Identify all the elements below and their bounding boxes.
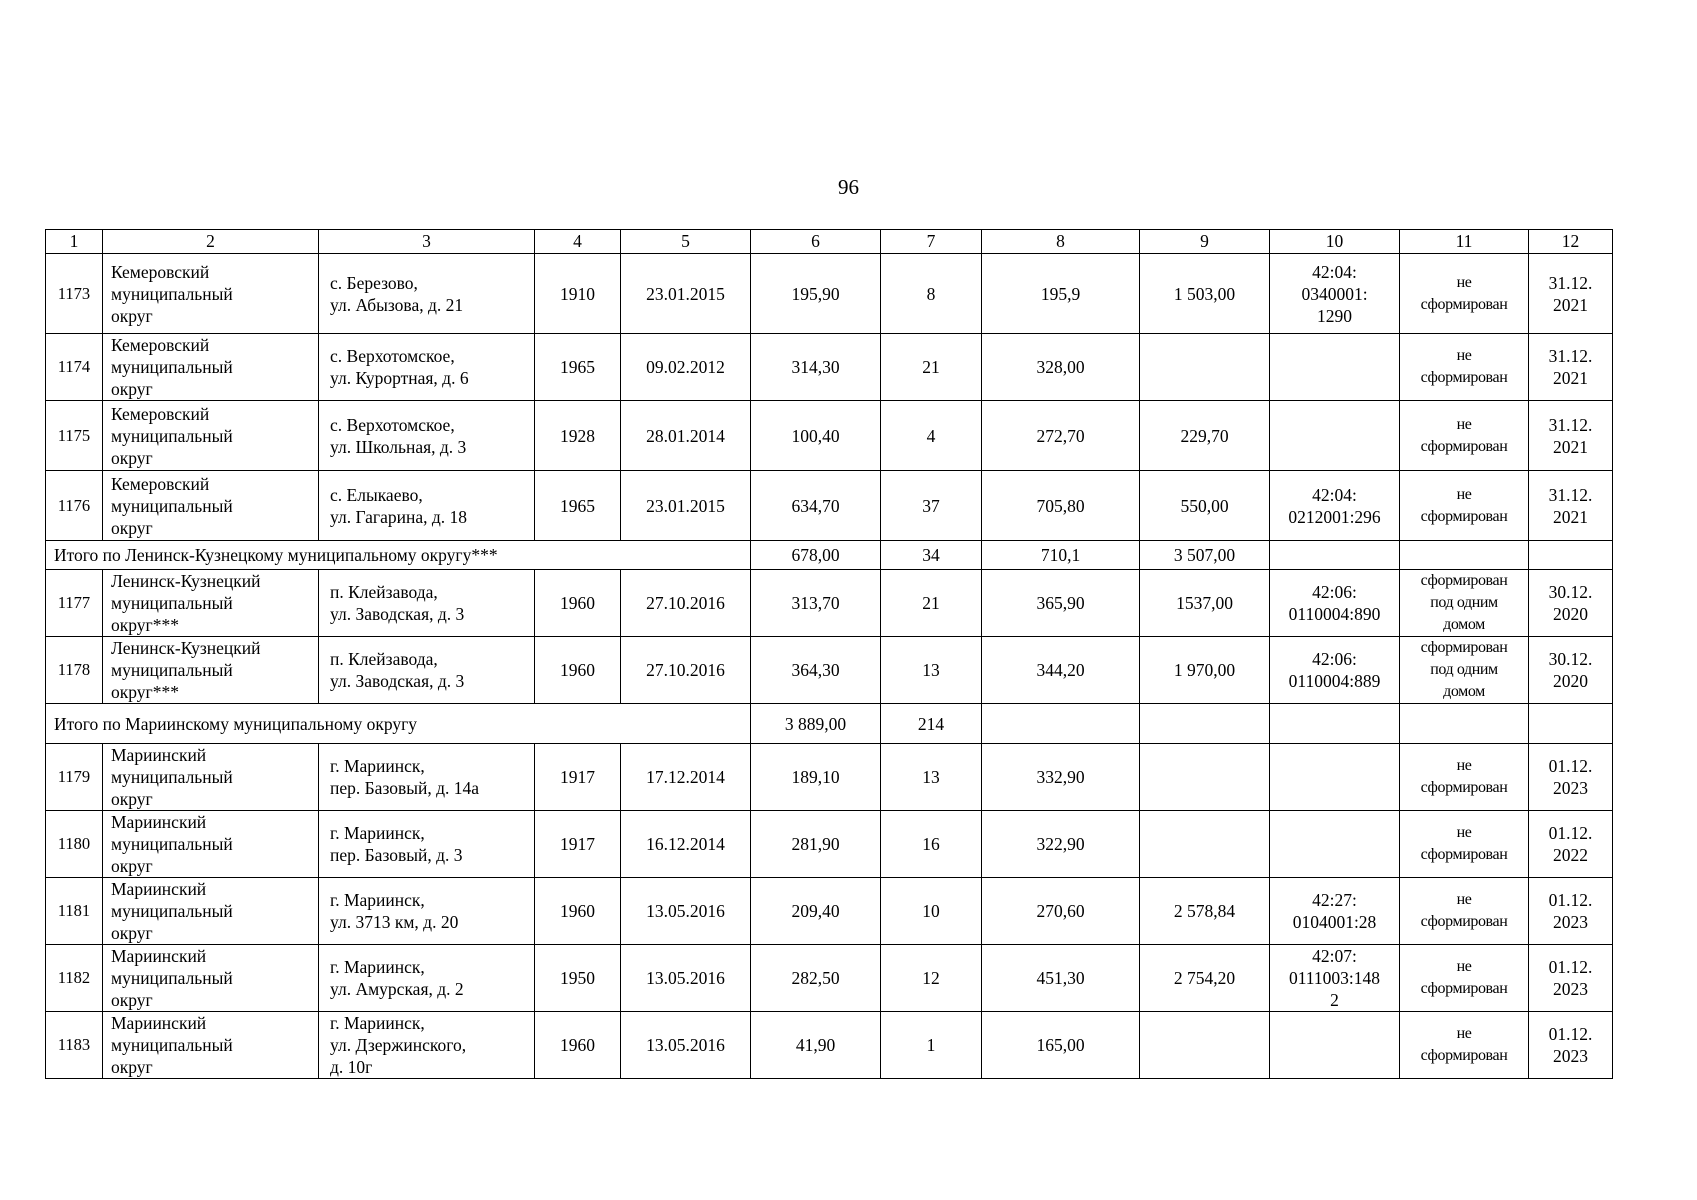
- total-area-cell: 272,70: [982, 401, 1140, 471]
- cadastral-number-cell: [1270, 1012, 1400, 1079]
- land-area-cell: 1537,00: [1140, 570, 1270, 637]
- total-area-cell: 705,80: [982, 471, 1140, 541]
- summary-label: Итого по Ленинск-Кузнецкому муниципальному округу***: [46, 541, 751, 570]
- row-number-cell: 1179: [46, 744, 103, 811]
- empty-cell: [1270, 541, 1400, 570]
- land-status-cell: не сформирован: [1400, 945, 1529, 1012]
- residents-cell: 37: [881, 471, 982, 541]
- date-cell: 23.01.2015: [621, 471, 751, 541]
- year-cell: 1950: [535, 945, 621, 1012]
- area-cell: 209,40: [751, 878, 881, 945]
- land-area-cell: 2 754,20: [1140, 945, 1270, 1012]
- residents-cell: 13: [881, 637, 982, 704]
- date-cell: 16.12.2014: [621, 811, 751, 878]
- land-status-cell: не сформирован: [1400, 254, 1529, 334]
- residents-cell: 12: [881, 945, 982, 1012]
- deadline-cell: 01.12. 2023: [1529, 1012, 1613, 1079]
- column-number-header: 9: [1140, 230, 1270, 254]
- column-number-header: 12: [1529, 230, 1613, 254]
- residents-cell: 1: [881, 1012, 982, 1079]
- column-number-header: 11: [1400, 230, 1529, 254]
- column-number-header: 2: [103, 230, 319, 254]
- land-area-cell: [1140, 1012, 1270, 1079]
- housing-registry-table: [45, 229, 1613, 1079]
- land-area-cell: 1 970,00: [1140, 637, 1270, 704]
- residents-cell: 4: [881, 401, 982, 471]
- address-cell: п. Клейзавода, ул. Заводская, д. 3: [319, 637, 535, 704]
- row-number-cell: 1178: [46, 637, 103, 704]
- table-row: [46, 1012, 1613, 1079]
- area-cell: 314,30: [751, 334, 881, 401]
- total-area-cell: 195,9: [982, 254, 1140, 334]
- date-cell: 27.10.2016: [621, 570, 751, 637]
- table-row: [46, 744, 1613, 811]
- area-cell: 195,90: [751, 254, 881, 334]
- year-cell: 1910: [535, 254, 621, 334]
- land-status-cell: сформирован под одним домом: [1400, 570, 1529, 637]
- empty-cell: [1270, 704, 1400, 744]
- residents-cell: 16: [881, 811, 982, 878]
- address-cell: п. Клейзавода, ул. Заводская, д. 3: [319, 570, 535, 637]
- table-row: [46, 401, 1613, 471]
- area-cell: 189,10: [751, 744, 881, 811]
- deadline-cell: 01.12. 2023: [1529, 878, 1613, 945]
- address-cell: с. Березово, ул. Абызова, д. 21: [319, 254, 535, 334]
- summary-area-cell: 678,00: [751, 541, 881, 570]
- area-cell: 634,70: [751, 471, 881, 541]
- address-cell: г. Мариинск, пер. Базовый, д. 3: [319, 811, 535, 878]
- residents-cell: 13: [881, 744, 982, 811]
- row-number-cell: 1183: [46, 1012, 103, 1079]
- address-cell: с. Верхотомское, ул. Школьная, д. 3: [319, 401, 535, 471]
- cadastral-number-cell: 42:06: 0110004:889: [1270, 637, 1400, 704]
- year-cell: 1960: [535, 1012, 621, 1079]
- year-cell: 1917: [535, 744, 621, 811]
- summary-land-area-cell: [1140, 704, 1270, 744]
- deadline-cell: 30.12. 2020: [1529, 570, 1613, 637]
- date-cell: 09.02.2012: [621, 334, 751, 401]
- row-number-cell: 1175: [46, 401, 103, 471]
- deadline-cell: 31.12. 2021: [1529, 254, 1613, 334]
- area-cell: 282,50: [751, 945, 881, 1012]
- table-row: [46, 570, 1613, 637]
- row-number-cell: 1181: [46, 878, 103, 945]
- page-number: 96: [838, 175, 859, 199]
- year-cell: 1960: [535, 878, 621, 945]
- residents-cell: 8: [881, 254, 982, 334]
- date-cell: 28.01.2014: [621, 401, 751, 471]
- summary-row: [46, 704, 1613, 744]
- total-area-cell: 328,00: [982, 334, 1140, 401]
- empty-cell: [1529, 541, 1613, 570]
- column-number-header: 4: [535, 230, 621, 254]
- deadline-cell: 01.12. 2023: [1529, 744, 1613, 811]
- residents-cell: 21: [881, 570, 982, 637]
- deadline-cell: 30.12. 2020: [1529, 637, 1613, 704]
- date-cell: 23.01.2015: [621, 254, 751, 334]
- summary-land-area-cell: 3 507,00: [1140, 541, 1270, 570]
- summary-total-area-cell: [982, 704, 1140, 744]
- total-area-cell: 322,90: [982, 811, 1140, 878]
- date-cell: 13.05.2016: [621, 1012, 751, 1079]
- municipality-cell: Кемеровский муниципальный округ: [103, 471, 319, 541]
- total-area-cell: 344,20: [982, 637, 1140, 704]
- total-area-cell: 451,30: [982, 945, 1140, 1012]
- table-row: [46, 811, 1613, 878]
- year-cell: 1917: [535, 811, 621, 878]
- total-area-cell: 165,00: [982, 1012, 1140, 1079]
- empty-cell: [1400, 541, 1529, 570]
- summary-total-area-cell: 710,1: [982, 541, 1140, 570]
- summary-residents-cell: 34: [881, 541, 982, 570]
- table-row: [46, 878, 1613, 945]
- municipality-cell: Кемеровский муниципальный округ: [103, 401, 319, 471]
- address-cell: г. Мариинск, ул. Дзержинского, д. 10г: [319, 1012, 535, 1079]
- land-area-cell: 550,00: [1140, 471, 1270, 541]
- table-row: [46, 254, 1613, 334]
- area-cell: 41,90: [751, 1012, 881, 1079]
- municipality-cell: Мариинский муниципальный округ: [103, 945, 319, 1012]
- column-number-header: 7: [881, 230, 982, 254]
- year-cell: 1928: [535, 401, 621, 471]
- date-cell: 13.05.2016: [621, 878, 751, 945]
- address-cell: г. Мариинск, ул. Амурская, д. 2: [319, 945, 535, 1012]
- year-cell: 1965: [535, 471, 621, 541]
- cadastral-number-cell: [1270, 401, 1400, 471]
- table-row: [46, 637, 1613, 704]
- land-status-cell: не сформирован: [1400, 471, 1529, 541]
- municipality-cell: Кемеровский муниципальный округ: [103, 254, 319, 334]
- land-area-cell: 229,70: [1140, 401, 1270, 471]
- column-number-header: 6: [751, 230, 881, 254]
- cadastral-number-cell: 42:27: 0104001:28: [1270, 878, 1400, 945]
- cadastral-number-cell: 42:04: 0340001: 1290: [1270, 254, 1400, 334]
- municipality-cell: Мариинский муниципальный округ: [103, 1012, 319, 1079]
- column-number-header: 1: [46, 230, 103, 254]
- table-row: [46, 471, 1613, 541]
- residents-cell: 10: [881, 878, 982, 945]
- residents-cell: 21: [881, 334, 982, 401]
- municipality-cell: Мариинский муниципальный округ: [103, 878, 319, 945]
- summary-row: [46, 541, 1613, 570]
- summary-residents-cell: 214: [881, 704, 982, 744]
- summary-area-cell: 3 889,00: [751, 704, 881, 744]
- address-cell: с. Елыкаево, ул. Гагарина, д. 18: [319, 471, 535, 541]
- land-area-cell: [1140, 744, 1270, 811]
- total-area-cell: 365,90: [982, 570, 1140, 637]
- total-area-cell: 270,60: [982, 878, 1140, 945]
- cadastral-number-cell: [1270, 334, 1400, 401]
- land-area-cell: [1140, 334, 1270, 401]
- empty-cell: [1529, 704, 1613, 744]
- total-area-cell: 332,90: [982, 744, 1140, 811]
- deadline-cell: 01.12. 2022: [1529, 811, 1613, 878]
- land-status-cell: не сформирован: [1400, 334, 1529, 401]
- land-status-cell: не сформирован: [1400, 744, 1529, 811]
- row-number-cell: 1174: [46, 334, 103, 401]
- area-cell: 100,40: [751, 401, 881, 471]
- address-cell: г. Мариинск, пер. Базовый, д. 14а: [319, 744, 535, 811]
- cadastral-number-cell: [1270, 811, 1400, 878]
- municipality-cell: Ленинск-Кузнецкий муниципальный округ***: [103, 570, 319, 637]
- row-number-cell: 1182: [46, 945, 103, 1012]
- date-cell: 27.10.2016: [621, 637, 751, 704]
- column-number-header-row: [46, 230, 1613, 254]
- area-cell: 313,70: [751, 570, 881, 637]
- address-cell: с. Верхотомское, ул. Курортная, д. 6: [319, 334, 535, 401]
- municipality-cell: Мариинский муниципальный округ: [103, 744, 319, 811]
- cadastral-number-cell: 42:04: 0212001:296: [1270, 471, 1400, 541]
- land-status-cell: не сформирован: [1400, 811, 1529, 878]
- area-cell: 364,30: [751, 637, 881, 704]
- area-cell: 281,90: [751, 811, 881, 878]
- deadline-cell: 31.12. 2021: [1529, 334, 1613, 401]
- row-number-cell: 1180: [46, 811, 103, 878]
- empty-cell: [1400, 704, 1529, 744]
- deadline-cell: 31.12. 2021: [1529, 471, 1613, 541]
- municipality-cell: Кемеровский муниципальный округ: [103, 334, 319, 401]
- table-row: [46, 945, 1613, 1012]
- land-area-cell: 1 503,00: [1140, 254, 1270, 334]
- date-cell: 17.12.2014: [621, 744, 751, 811]
- column-number-header: 8: [982, 230, 1140, 254]
- cadastral-number-cell: [1270, 744, 1400, 811]
- cadastral-number-cell: 42:06: 0110004:890: [1270, 570, 1400, 637]
- row-number-cell: 1176: [46, 471, 103, 541]
- year-cell: 1960: [535, 570, 621, 637]
- land-status-cell: сформирован под одним домом: [1400, 637, 1529, 704]
- municipality-cell: Ленинск-Кузнецкий муниципальный округ***: [103, 637, 319, 704]
- summary-label: Итого по Мариинскому муниципальному округу: [46, 704, 751, 744]
- table-row: [46, 334, 1613, 401]
- municipality-cell: Мариинский муниципальный округ: [103, 811, 319, 878]
- land-status-cell: не сформирован: [1400, 401, 1529, 471]
- deadline-cell: 31.12. 2021: [1529, 401, 1613, 471]
- address-cell: г. Мариинск, ул. 3713 км, д. 20: [319, 878, 535, 945]
- column-number-header: 3: [319, 230, 535, 254]
- land-area-cell: [1140, 811, 1270, 878]
- row-number-cell: 1177: [46, 570, 103, 637]
- date-cell: 13.05.2016: [621, 945, 751, 1012]
- cadastral-number-cell: 42:07: 0111003:148 2: [1270, 945, 1400, 1012]
- year-cell: 1965: [535, 334, 621, 401]
- land-area-cell: 2 578,84: [1140, 878, 1270, 945]
- land-status-cell: не сформирован: [1400, 1012, 1529, 1079]
- column-number-header: 5: [621, 230, 751, 254]
- year-cell: 1960: [535, 637, 621, 704]
- row-number-cell: 1173: [46, 254, 103, 334]
- column-number-header: 10: [1270, 230, 1400, 254]
- land-status-cell: не сформирован: [1400, 878, 1529, 945]
- deadline-cell: 01.12. 2023: [1529, 945, 1613, 1012]
